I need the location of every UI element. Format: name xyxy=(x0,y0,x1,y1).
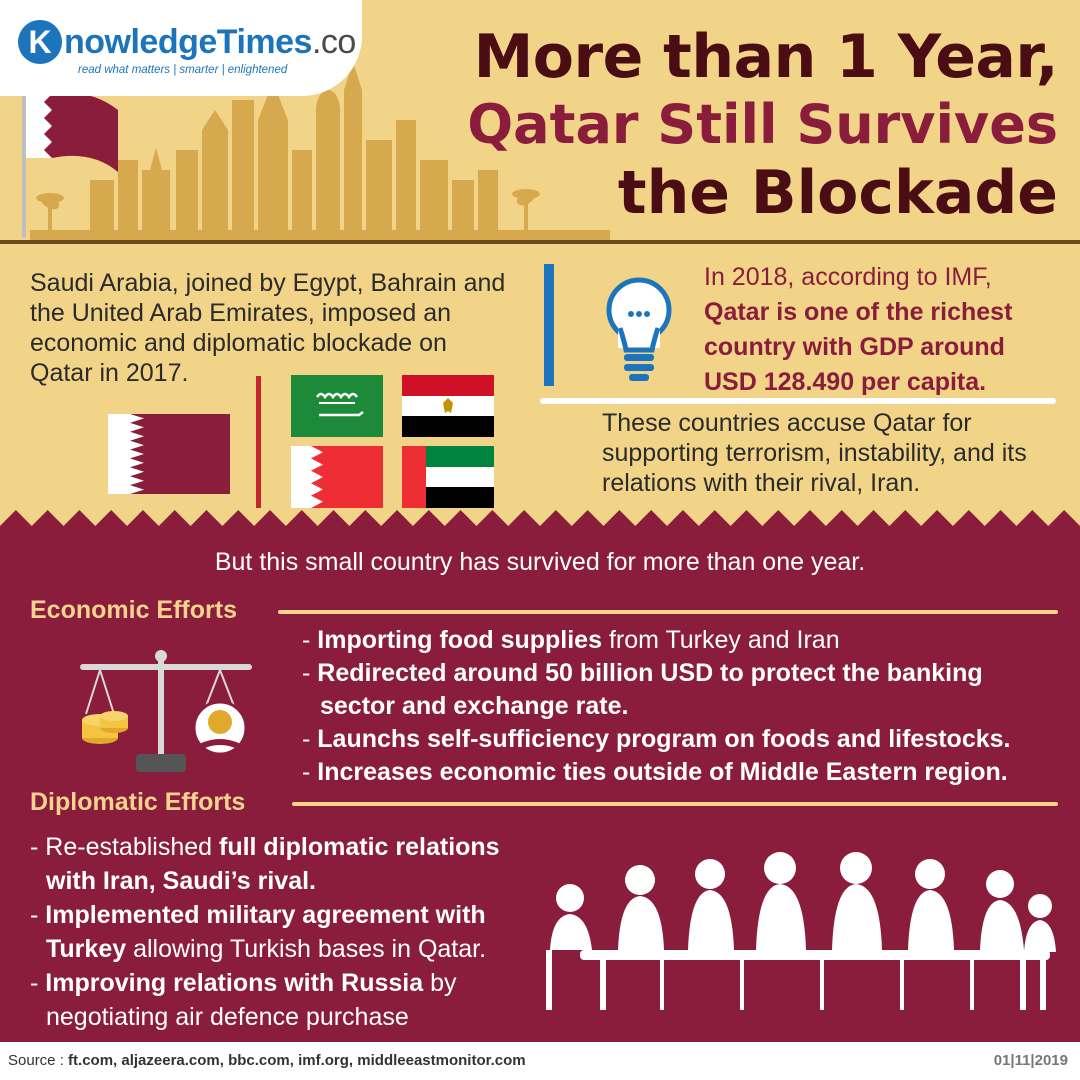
imf-intro: In 2018, according to IMF, xyxy=(704,263,992,291)
list-item: - Importing food supplies from Turkey and Iran xyxy=(302,626,840,654)
title-line-2: Qatar Still Survives xyxy=(467,93,1058,156)
list-item: - Redirected around 50 billion USD to protect the banking sector and exchange rate. xyxy=(302,659,983,720)
diplomatic-efforts-rule xyxy=(292,802,1058,806)
egypt-flag-icon xyxy=(402,375,494,437)
efforts-section xyxy=(0,510,1080,1042)
balance-scale-icon xyxy=(70,642,260,782)
logo-wordmark xyxy=(64,20,356,64)
source-label: Source : xyxy=(8,1052,69,1069)
list-item: - Improving relations with Russia by negotiating air defence purchase xyxy=(30,969,457,1031)
publish-date: 01|11|2019 xyxy=(993,1052,1068,1069)
lightbulb-icon xyxy=(602,276,676,386)
brand-tagline: read what matters | smarter | enlightened xyxy=(78,64,288,76)
imf-statement xyxy=(704,260,1064,400)
list-item: - Re-established full diplomatic relations with Iran, Saudi’s rival. xyxy=(30,833,500,895)
diplomatic-efforts-list xyxy=(30,830,550,1034)
accusation-text: These countries accuse Qatar for supporting terrorism, instability, and its relations with their rival, Iran. xyxy=(602,409,1027,497)
source-credits xyxy=(8,1052,526,1069)
logo-plate xyxy=(0,0,362,96)
header-divider xyxy=(0,240,1080,244)
list-item: - Implemented military agreement with Turkey allowing Turkish bases in Qatar. xyxy=(30,901,487,963)
title-line-1: More than 1 Year, xyxy=(473,22,1058,92)
imf-divider xyxy=(540,398,1056,404)
economic-efforts-title: Economic Efforts xyxy=(30,596,237,624)
header xyxy=(0,0,1080,244)
saudi-arabia-flag-icon xyxy=(291,375,383,437)
list-item: - Increases economic ties outside of Middle Eastern region. xyxy=(302,758,1008,786)
imf-highlight: Qatar is one of the richest country with GDP around USD 128.490 per capita. xyxy=(704,298,1013,396)
title-line-3: the Blockade xyxy=(617,158,1058,228)
economic-efforts-list xyxy=(302,624,1062,789)
logo-icon: K xyxy=(18,20,62,64)
survival-statement: But this small country has survived for more than one year. xyxy=(214,548,866,576)
imf-accent-bar xyxy=(544,264,554,386)
source-list: ft.com, aljazeera.com, bbc.com, imf.org, middleeastmonitor.com xyxy=(68,1052,526,1069)
page-title xyxy=(358,22,1058,228)
brand-domain: .co xyxy=(311,23,356,61)
footer xyxy=(0,1042,1080,1080)
bahrain-flag-icon xyxy=(291,446,383,508)
brand-name: nowledgeTimes xyxy=(64,23,312,61)
economic-efforts-rule xyxy=(278,610,1058,614)
diplomatic-efforts-title: Diplomatic Efforts xyxy=(30,788,246,816)
qatar-flag-icon xyxy=(108,414,230,494)
intro-section xyxy=(0,248,1080,548)
flags-divider xyxy=(256,376,261,508)
blockade-description: Saudi Arabia, joined by Egypt, Bahrain and the United Arab Emirates, imposed an economic and diplomatic blockade on Qatar in 2017. xyxy=(30,269,506,387)
uae-flag-icon xyxy=(402,446,494,508)
list-item: - Launchs self-sufficiency program on foods and lifestocks. xyxy=(302,725,1011,753)
meeting-silhouette-icon xyxy=(540,850,1060,1020)
